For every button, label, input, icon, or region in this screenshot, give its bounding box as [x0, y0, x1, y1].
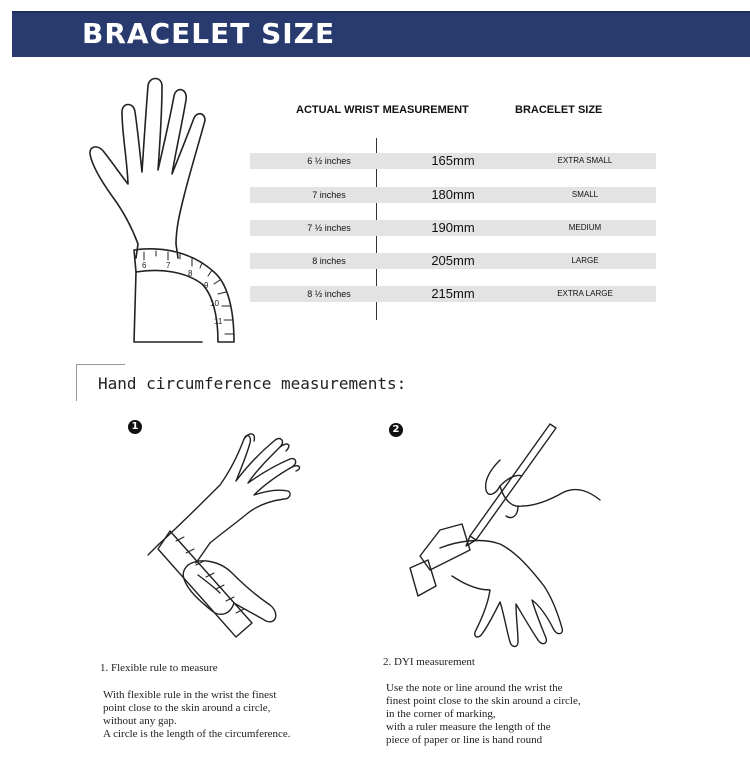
tape-tick: 9 [204, 281, 209, 290]
tape-tick: 10 [210, 299, 219, 308]
bracelet-size: MEDIUM [568, 223, 602, 232]
step-1-line: A circle is the length of the circumference. [103, 728, 291, 740]
step-1-line: With flexible rule in the wrist the finest [103, 689, 277, 701]
wrist-mm: 205mm [431, 253, 475, 268]
step-1-caption: 1. Flexible rule to measure [100, 662, 218, 674]
wrist-mm: 180mm [431, 187, 475, 202]
step-number-2: 2 [389, 423, 403, 437]
header-banner [12, 11, 750, 57]
table-row [250, 153, 656, 169]
step-1-description [103, 689, 291, 741]
wrist-inches: 7 ½ inches [307, 223, 351, 233]
bracelet-size: EXTRA LARGE [557, 289, 613, 298]
wrist-mm: 215mm [431, 286, 475, 301]
step-2-line: finest point close to the skin around a circle, [386, 695, 581, 707]
hand-with-tape-icon [82, 62, 252, 352]
wrist-mm: 165mm [431, 153, 475, 168]
step-2-line: with a ruler measure the length of the [386, 721, 551, 733]
page-title: BRACELET SIZE [82, 17, 336, 50]
tape-tick: 8 [188, 269, 193, 278]
step-2-caption: 2. DYI measurement [383, 656, 475, 668]
section-title: Hand circumference measurements: [98, 374, 407, 393]
column-header-size: BRACELET SIZE [515, 104, 603, 116]
step-number-1: 1 [128, 420, 142, 434]
step-1-line: point close to the skin around a circle, [103, 702, 271, 714]
column-header-wrist: ACTUAL WRIST MEASUREMENT [296, 104, 469, 116]
table-row [250, 253, 656, 269]
step-1-line: without any gap. [103, 715, 177, 727]
step-2-line: in the corner of marking, [386, 708, 496, 720]
bracelet-size: SMALL [571, 190, 599, 199]
bracelet-size: LARGE [571, 256, 599, 265]
wrist-inches: 8 inches [312, 256, 346, 266]
tape-tick: 7 [166, 261, 171, 270]
step-2-description [386, 682, 581, 747]
step-2-line: Use the note or line around the wrist the [386, 682, 563, 694]
diy-measurement-hand-icon [400, 420, 620, 650]
table-row [250, 187, 656, 203]
table-row [250, 286, 656, 302]
wrist-inches: 7 inches [312, 190, 346, 200]
wrist-inches: 6 ½ inches [307, 156, 351, 166]
wrist-mm: 190mm [431, 220, 475, 235]
table-row [250, 220, 656, 236]
wrist-inches: 8 ½ inches [307, 289, 351, 299]
step-2-line: piece of paper or line is hand round [386, 734, 543, 746]
bracelet-size: EXTRA SMALL [557, 156, 613, 165]
tape-tick: 11 [214, 317, 223, 326]
flexible-rule-hand-icon [140, 425, 340, 655]
tape-tick: 6 [142, 261, 147, 270]
